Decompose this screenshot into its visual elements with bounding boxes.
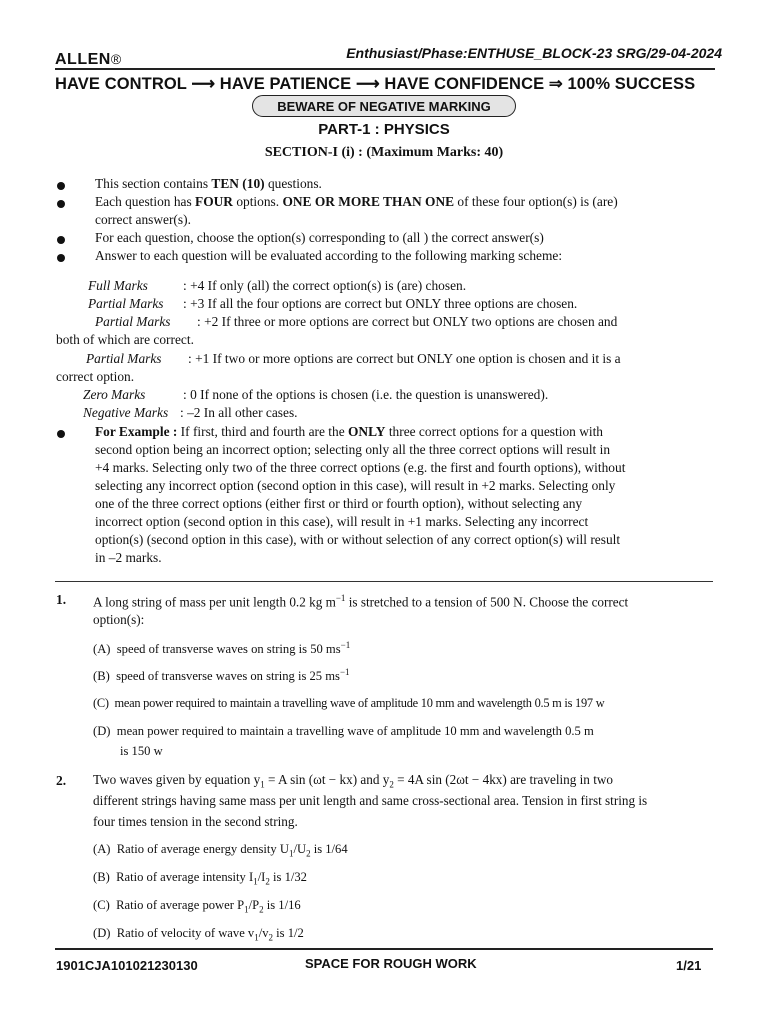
q1-option-c[interactable]: (C) mean power required to maintain a travelling wave of amplitude 10 mm and wavelength 0.5 m is 197 w: [93, 696, 605, 710]
zero-marks-text: : 0 If none of the options is chosen (i.e. the question is unanswered).: [183, 387, 549, 402]
partial-marks-1-cont: correct option.: [56, 369, 135, 384]
bullet: [57, 430, 65, 438]
footer-rule: [55, 948, 713, 950]
section-title: SECTION-I (i) : (Maximum Marks: 40): [264, 145, 504, 160]
q2-option-d[interactable]: (D) Ratio of velocity of wave $v_1/v_2$ is 1/2: [93, 926, 304, 943]
footer-code: 1901CJA101021230130: [56, 958, 198, 973]
footer-rough-work: SPACE FOR ROUGH WORK: [305, 956, 477, 971]
question-1-text-cont: option(s):: [93, 612, 145, 627]
page-number: 1/21: [676, 958, 702, 973]
partial-marks-1-label: Partial Marks: [86, 351, 162, 366]
q1-option-a[interactable]: (A) speed of transverse waves on string is 50 $ms^{-1}$: [93, 640, 351, 657]
example-line-3: +4 marks. Selecting only two of the three correct options (e.g. the first and fourth options), without: [95, 460, 626, 475]
example-line-2: second option being an incorrect option; selecting only all the three correct options will result in: [95, 442, 611, 457]
bullet: [57, 236, 65, 244]
example-line-4: selecting any incorrect option (second option in this case), will result in +2 marks. Selecting only: [95, 478, 616, 493]
motto: HAVE CONTROL ⟶ HAVE PATIENCE ⟶ HAVE CONFIDENCE ⇒ 100% SUCCESS: [55, 75, 696, 93]
partial-marks-1-text: : +1 If two or more options are correct but ONLY one option is chosen and it is a: [188, 351, 621, 366]
q2-option-c[interactable]: (C) Ratio of average power $P_1/P_2$ is 1/16: [93, 898, 301, 915]
question-2-text-cont-1: different strings having same mass per unit length and same cross-sectional area. Tension in first string is: [93, 793, 648, 808]
partial-marks-2-text: : +2 If three or more options are correct but ONLY two options are chosen and: [197, 314, 618, 329]
example-line-5: one of the three correct options (either first or third or fourth option), without selecting any: [95, 496, 583, 511]
zero-marks-label: Zero Marks: [83, 387, 146, 402]
instruction-2: Each question has FOUR options. ONE OR MORE THAN ONE of these four option(s) is (are): [95, 194, 618, 209]
instruction-2-cont: correct answer(s).: [95, 212, 191, 227]
bullet: [57, 200, 65, 208]
example-line-7: option(s) (second option in this case), with or without selection of any correct option(s) will result: [95, 532, 621, 547]
question-2-text-cont-2: four times tension in the second string.: [93, 814, 298, 829]
instruction-4: Answer to each question will be evaluated according to the following marking scheme:: [95, 248, 563, 263]
example-line-1: For Example : If first, third and fourth are the ONLY three correct options for a question with: [95, 424, 604, 439]
negative-marks-label: Negative Marks: [83, 405, 169, 420]
partial-marks-3-label: Partial Marks: [88, 296, 164, 311]
q2-option-a[interactable]: (A) Ratio of average energy density $U_1/U_2$ is 1/64: [93, 842, 348, 859]
partial-marks-3-text: : +3 If all the four options are correct but ONLY three options are chosen.: [183, 296, 578, 311]
bullet: [57, 182, 65, 190]
section-divider: [55, 581, 713, 582]
question-1-text: A long string of mass per unit length 0.2 kg $m^{-1}$ is stretched to a tension of 500 N. Choose the correct: [93, 593, 629, 610]
header-rule: [55, 68, 715, 70]
negative-marking-banner: BEWARE OF NEGATIVE MARKING: [252, 95, 516, 117]
instruction-3: For each question, choose the option(s) corresponding to (all ) the correct answer(s): [95, 230, 544, 245]
bullet: [57, 254, 65, 262]
question-2-text: Two waves given by equation $y_1 = A$ sin (ωt − kx) and $y_2 = 4A$ sin (2ωt − 4kx) are traveling in two: [93, 772, 613, 790]
q1-option-d[interactable]: (D) mean power required to maintain a travelling wave of amplitude 10 mm and wavelength 0.5 m: [93, 724, 594, 738]
negative-marks-text: : –2 In all other cases.: [180, 405, 298, 420]
q2-option-b[interactable]: (B) Ratio of average intensity $I_1/I_2$ is 1/32: [93, 870, 307, 887]
instruction-1: This section contains TEN (10) questions.: [95, 176, 322, 191]
full-marks-label: Full Marks: [88, 278, 148, 293]
example-line-8: in –2 marks.: [95, 550, 162, 565]
q1-option-d-cont: is 150 w: [120, 744, 163, 758]
question-1-number: 1.: [56, 592, 67, 607]
allen-logo: ALLEN®: [55, 51, 122, 68]
exam-code: Enthusiast/Phase:ENTHUSE_BLOCK-23 SRG/29-04-2024: [346, 45, 722, 61]
partial-marks-2-label: Partial Marks: [95, 314, 171, 329]
full-marks-text: : +4 If only (all) the correct option(s) is (are) chosen.: [183, 278, 467, 293]
question-2-number: 2.: [56, 773, 67, 788]
q1-option-b[interactable]: (B) speed of transverse waves on string is 25 $ms^{-1}$: [93, 667, 350, 684]
example-line-6: incorrect option (second option in this case), will result in +1 marks. Selecting any incorrect: [95, 514, 589, 529]
partial-marks-2-cont: both of which are correct.: [56, 332, 194, 347]
part-title: PART-1 : PHYSICS: [318, 121, 450, 138]
